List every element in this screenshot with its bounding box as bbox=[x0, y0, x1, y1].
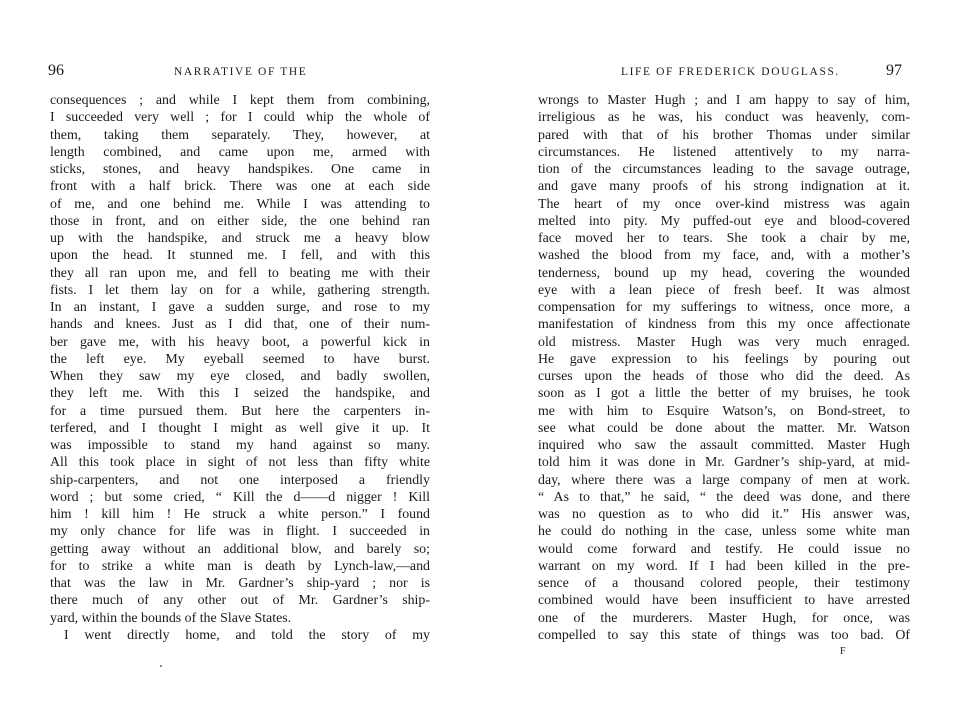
text-body bbox=[50, 92, 430, 644]
text-line: sticks, stones, and heavy handspikes. One came in bbox=[50, 162, 430, 177]
text-line: He gave expression to his feelings by pouring out bbox=[538, 351, 910, 367]
text-line: fists. I let them lay on for a while, gathering strength. bbox=[50, 282, 430, 298]
text-line: them, taking them separately. They, however, at bbox=[50, 127, 430, 143]
text-line: tion of the circumstances leading to the savage outrage, bbox=[538, 162, 910, 177]
text-line: wrongs to Master Hugh ; and I am happy to say of him, bbox=[538, 93, 910, 108]
text-line: that was the law in Mr. Gardner’s ship-yard ; nor is bbox=[50, 576, 430, 591]
text-line: terfered, and I thought I might as well give it up. It bbox=[50, 420, 430, 436]
text-line: washed the blood from my face, and, with a mother’s bbox=[538, 248, 910, 264]
text-line: for to strike a white man is death by Lynch-law,—and bbox=[50, 558, 430, 574]
text-line: compelled to say this state of things was too bad. Of bbox=[538, 627, 910, 643]
running-head: NARRATIVE OF THE bbox=[174, 66, 308, 78]
print-speck bbox=[160, 665, 162, 667]
text-line: they left me. With this I seized the handspike, and bbox=[50, 386, 430, 402]
text-line: was no question as to who did it.” His answer was, bbox=[538, 507, 910, 522]
text-line: they all ran upon me, and fell to beating me with their bbox=[50, 265, 430, 281]
text-line: of me, and one behind me. While I was attending to bbox=[50, 196, 430, 212]
text-line: upon the head. It stunned me. I fell, and with this bbox=[50, 248, 430, 264]
text-line: irreligious as he was, his conduct was heavenly, com- bbox=[538, 110, 910, 126]
text-line: old mistress. Master Hugh was very much enraged. bbox=[538, 334, 910, 350]
text-line: him ! kill him ! He struck a white person.” I found bbox=[50, 507, 430, 522]
signature-mark: F bbox=[840, 646, 846, 657]
text-line: consequences ; and while I kept them from combining, bbox=[50, 93, 430, 108]
text-line: pared with that of his brother Thomas under similar bbox=[538, 127, 910, 143]
text-line: front with a half brick. There was one at each side bbox=[50, 179, 430, 195]
text-line: In an instant, I gave a sudden surge, and rose to my bbox=[50, 300, 430, 315]
text-line: day, where there was a large company of men at work. bbox=[538, 472, 910, 488]
text-line: combined would have been insufficient to have arrested bbox=[538, 593, 910, 609]
text-line: my only chance for life was in flight. I succeeded in bbox=[50, 524, 430, 540]
text-body bbox=[538, 92, 910, 644]
text-line: ship-carpenters, and not one interposed a friendly bbox=[50, 472, 430, 488]
text-line: for a time pursued them. But here the carpenters in- bbox=[50, 403, 430, 419]
running-head: LIFE OF FREDERICK DOUGLASS. bbox=[621, 66, 840, 78]
text-line: face moved her to tears. She took a chair by me, bbox=[538, 231, 910, 246]
page-number: 96 bbox=[48, 62, 64, 79]
text-line: soon as I got a little the better of my bruises, he took bbox=[538, 386, 910, 402]
text-line: there much of any other out of Mr. Gardner’s ship- bbox=[50, 593, 430, 609]
text-line: see what could be done about the matter. Mr. Watson bbox=[538, 420, 910, 436]
text-line: getting away without an additional blow, and barely so; bbox=[50, 541, 430, 557]
text-line: manifestation of kindness from this my once affectionate bbox=[538, 317, 910, 333]
text-line: eye with a lean piece of fresh beef. It was almost bbox=[538, 282, 910, 298]
text-line: word ; but some cried, “ Kill the d——d nigger ! Kill bbox=[50, 489, 430, 505]
text-line: When they saw my eye closed, and badly swollen, bbox=[50, 369, 430, 384]
text-line: he could do nothing in the case, unless some white man bbox=[538, 524, 910, 540]
text-line: I went directly home, and told the story of my bbox=[64, 627, 430, 643]
text-line: would come forward and testify. He could issue no bbox=[538, 541, 910, 557]
text-line: ber gave me, with his heavy boot, a powerful kick in bbox=[50, 334, 430, 350]
text-line: told him it was done in Mr. Gardner’s ship-yard, at mid- bbox=[538, 455, 910, 471]
text-line: length combined, and came upon me, armed with bbox=[50, 144, 430, 160]
right-page bbox=[490, 0, 980, 727]
text-line: sence of a thousand colored people, their testimony bbox=[538, 576, 910, 591]
text-line: melted into pity. My puffed-out eye and blood-covered bbox=[538, 213, 910, 229]
text-line: curses upon the heads of those who did the deed. As bbox=[538, 369, 910, 384]
text-line: yard, within the bounds of the Slave States. bbox=[50, 610, 292, 626]
text-line: those in front, and on either side, the one behind ran bbox=[50, 213, 430, 229]
text-line: me with him to Esquire Watson’s, on Bond-street, to bbox=[538, 403, 910, 419]
text-line: The heart of my once over-kind mistress was again bbox=[538, 196, 910, 212]
text-line: the left eye. My eyeball seemed to have burst. bbox=[50, 351, 430, 367]
text-line: one of the murderers. Master Hugh, for once, was bbox=[538, 610, 910, 626]
text-line: I succeeded very well ; for I could whip the whole of bbox=[50, 110, 430, 126]
text-line: warrant on my word. If I had been killed in the pre- bbox=[538, 558, 910, 574]
text-line: inquired who saw the assault committed. Master Hugh bbox=[538, 438, 910, 453]
text-line: All this took place in sight of not less than fifty white bbox=[50, 455, 430, 471]
page-number: 97 bbox=[886, 62, 902, 79]
text-line: circumstances. He listened attentively to my narra- bbox=[538, 144, 910, 160]
text-line: was impossible to stand my hand against so many. bbox=[50, 438, 430, 453]
text-line: hands and knees. Just as I did that, one of their num- bbox=[50, 317, 430, 333]
text-line: and gave many proofs of his strong indignation at it. bbox=[538, 179, 910, 195]
text-line: compensation for my sufferings to witness, once more, a bbox=[538, 300, 910, 315]
text-line: up with the handspike, and struck me a heavy blow bbox=[50, 231, 430, 246]
text-line: “ As to that,” he said, “ the deed was done, and there bbox=[538, 489, 910, 505]
text-line: tenderness, bound up my head, covering the wounded bbox=[538, 265, 910, 281]
